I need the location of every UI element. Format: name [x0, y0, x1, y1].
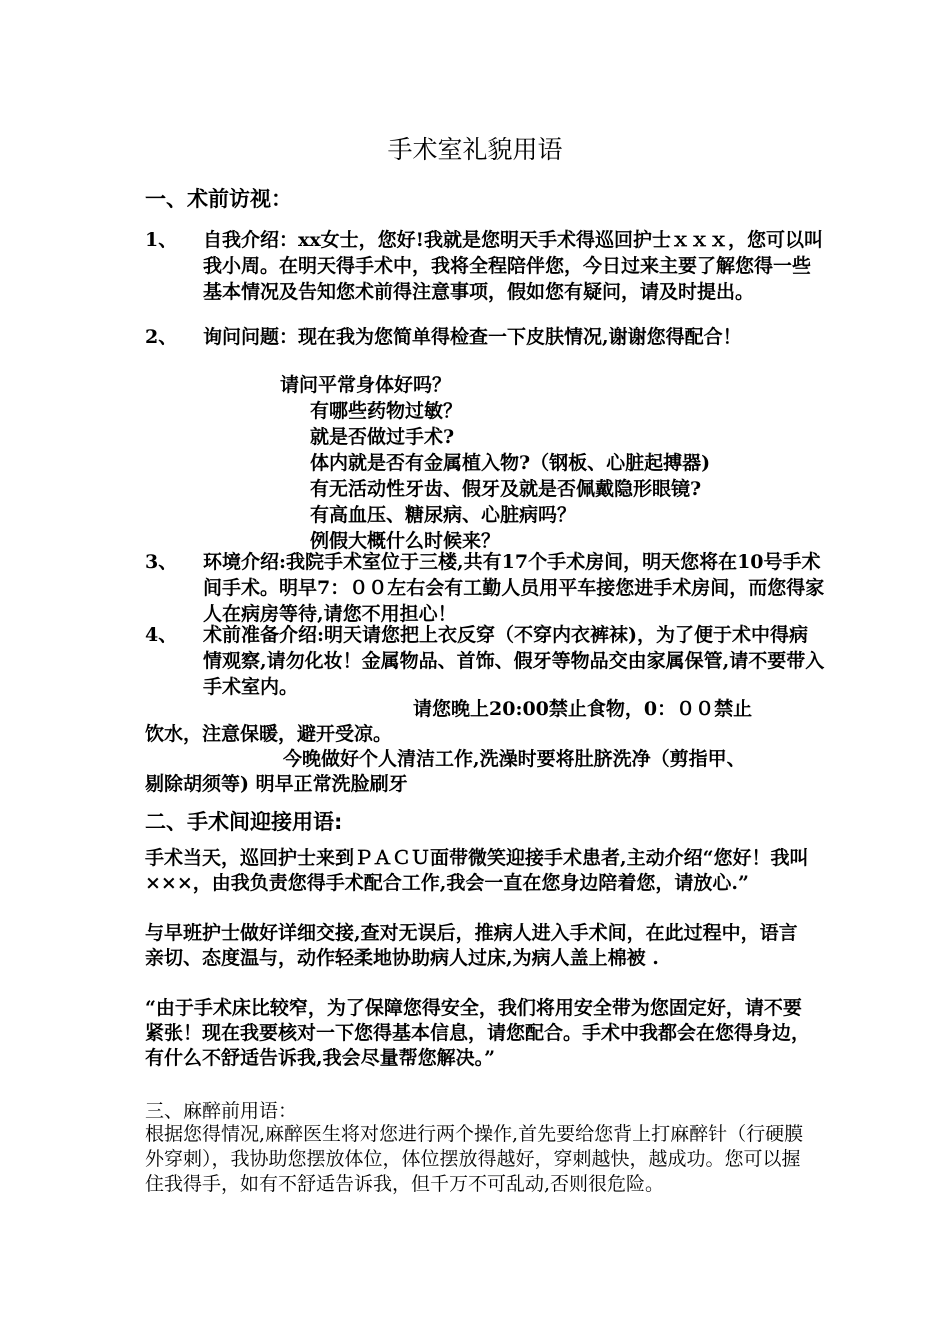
paragraph: 手术当天，巡回护士来到ＰＡＣＵ面带微笑迎接手术患者,主动介绍“您好！我叫×××，由我负责您得手术配合工作,我会一直在您身边陪着您，请放心.”	[145, 847, 809, 894]
cleaning-instruction: 今晚做好个人清洁工作,洗澡时要将肚脐洗净（剪指甲、	[283, 748, 746, 770]
list-item-4	[145, 622, 825, 700]
question-line: 例假大概什么时候来？	[310, 530, 501, 552]
section-3-heading: 三、麻醉前用语：	[145, 1100, 298, 1122]
list-item-2	[145, 324, 825, 350]
question-line: 请问平常身体好吗？	[280, 374, 452, 396]
section-2-heading: 二、手术间迎接用语:	[145, 810, 343, 834]
list-item-text: 自我介绍：xx女士，您好!我就是您明天手术得巡回护士ｘｘｘ，您可以叫我小周。在明天得手术中，我将全程陪伴您，今日过来主要了解您得一些基本情况及告知您术前得注意事项，假如您有疑问，请及时提出。	[203, 229, 823, 303]
list-item-text: 术前准备介绍:明天请您把上衣反穿（不穿内衣裤袜)，为了便于术中得病情观察,请勿化妆！金属物品、首饰、假牙等物品交由家属保管,请不要带入手术室内。	[203, 624, 825, 698]
list-item-number: 2、	[145, 326, 178, 348]
question-line: 有无活动性牙齿、假牙及就是否佩戴隐形眼镜?	[310, 478, 702, 500]
list-item-text: 环境介绍:我院手术室位于三楼,共有17个手术房间，明天您将在10号手术间手术。明早7：００左右会有工勤人员用平车接您进手术房间，而您得家人在病房等待,请您不用担心！	[203, 551, 825, 625]
question-line: 有高血压、糖尿病、心脏病吗？	[310, 504, 577, 526]
paragraph: 根据您得情况,麻醉医生将对您进行两个操作,首先要给您背上打麻醉针（行硬膜外穿刺），我协助您摆放体位，体位摆放得越好，穿刺越快，越成功。您可以握住我得手，如有不舒适告诉我，但千万不可乱动,否则很危险。	[145, 1123, 804, 1195]
fasting-instruction-cont: 饮水，注意保暖，避开受凉。	[145, 723, 393, 745]
fasting-instruction: 请您晚上20:00禁止食物，0：００禁止	[413, 698, 753, 720]
question-line: 体内就是否有金属植入物?（钢板、心脏起搏器)	[310, 452, 711, 474]
section-1-heading: 一、术前访视：	[145, 187, 292, 211]
page-title: 手术室礼貌用语	[387, 135, 563, 164]
cleaning-instruction-cont: 剔除胡须等) 明早正常洗脸刷牙	[145, 773, 408, 795]
question-line: 就是否做过手术?	[310, 426, 455, 448]
list-item-3	[145, 549, 825, 627]
paragraph: “由于手术床比较窄，为了保障您得安全，我们将用安全带为您固定好，请不要紧张！现在我要核对一下您得基本信息，请您配合。手术中我都会在您得身边，有什么不舒适告诉我,我会尽量帮您解决。”	[145, 997, 811, 1069]
list-item-number: 3、	[145, 551, 178, 573]
list-item-text: 询问问题：现在我为您简单得检查一下皮肤情况,谢谢您得配合！	[203, 326, 742, 348]
list-item-number: 1、	[145, 229, 178, 251]
question-line: 有哪些药物过敏？	[310, 400, 463, 422]
list-item-1	[145, 227, 825, 305]
list-item-number: 4、	[145, 624, 178, 646]
paragraph: 与早班护士做好详细交接,查对无误后，推病人进入手术间，在此过程中，语言亲切、态度温与，动作轻柔地协助病人过床,为病人盖上棉被 .	[145, 922, 798, 969]
